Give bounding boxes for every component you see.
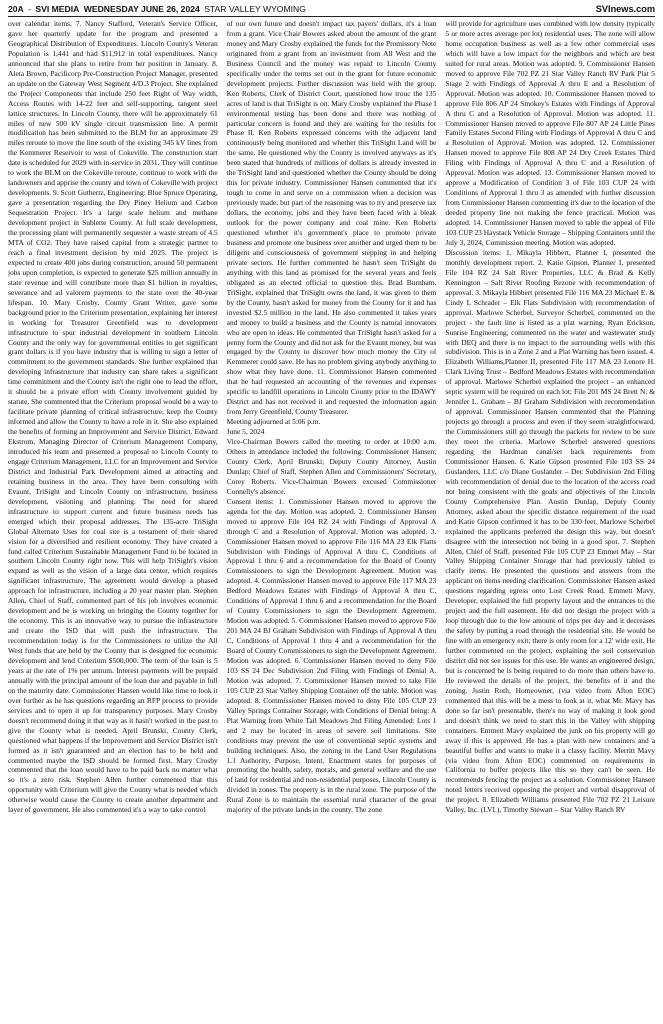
issue-date: WEDNESDAY JUNE 26, 2024 [83,4,200,14]
article-columns [8,19,655,1017]
publication-name: SVI MEDIA [35,4,80,14]
header-left [8,4,308,14]
paragraph: over calendar items. 7. Nancy Stafford, Veteran's Service Officer, gave her quarterly update for the program and presented a Geographical Distribution of Expenditures. Lincoln County's Veteran Population is 1,441 and had $11,912 in total expenditures. Nancy announced that she plans to retire from her position in January. 8. Aleta Brown, Pacificorp Pre-Construction Project Manager, presented an update on the Gateway West Segment 4/D.3 Project. She explained the Project Components that include 250 feet Right of Way width, Access Routes with 14-22 feet and self-supporting, tangent steel lattice structures. In Lincoln County, there will be approximately 61 miles of new 500 kV single circuit transmission line. A permit modification has been submitted to the BLM for an approximate 29 miles reroute to move the line south of the existing 345 kV lines from the Kemmerer Reservoir to west of Cokeville. The construction start date is scheduled for 2029 with in-service in 2031. They will continue to work the BLM on the Cokeville reroute, continue to work with the landowners and apprise the county and town of Cokeville with project developments. 9. Scott Guthertz, Engineering: Blue Spruce Operating, gave a presentation regarding the Dry Piney Helium and Carbon Sequestration Project. It's a large scale helium and methane development project in Sublette County. At full scale development, the processing plant will permanently sequester a waste stream of 4.5 MTA of CO2. They have raised capital from a strategic partner to reach a final investment decision by mid 2025. The project is expected to create 400 jobs during construction, around 50 permanent jobs upon completion, is expected to generate $25 million annually in state revenue and will contribute more than $1 billion in royalties, severance and ad valorem payments to the state over the 40-year lifespan. 10. Mary Crosby, County Grant Writer, gave some background prior to the Criterium presentation, explaining her interest in working for Treasurer Greenfield was to development infrastructure to spur industrial development in southern Lincoln County and the only way for governmental entities to get significant grant dollars is if you have industry that is willing to sign a letter of commitment to the government standards. She further explained that developing infrastructure that industry can share takes a significant time commitment and the County isn't the right one to lead the effort, it should be a private effort with County involvement guided by statute. She commented that the Criterium proposal would be a way to facilitate private planning of critical infrastructure, keep the County informed and allow the County to have a role in it. She also explained the benefits of forming an Improvement and Service District. Edward Ekstrom, Managing Director of Criterium Management Company, introduced his team and presented a proposal to Lincoln County to engage Criterium Management, LLC for an Improvement and Service District and Industrial Park Development aimed at attracting and retaining business in the area. They have been consulting with Evaunt, TriSight and Lincoln County on infrastructure, business development, visioning and planning. The need for shared infrastructure to support current and future business needs has emerged which their proposal addresses. The 135-acre TriSight Global Alternate Uses for coal site is a testament of their shared vision for a diversified and resilient economy. They have created a fund called Criterium Sustainable Management Fund to be located in southern Lincoln County right now. This will help TriSight's vision expand as well as the vision of a large data center, which requires significant infrastructure. The agreement would develop a phased approach for infrastructure, including a 20 year master plan. Stephen Allen, Chief of Staff, commented part of his job involves economic development and he is working on bringing the County together for the economy. This is an innovative way to pursue the infrastructure and create the ISD that will push the infrastructure. The recommendation today is for the Commissioners to utilize the All West funds that are held by the County that is designed for economic development and lend Criterium $500,000. The term of the loan is 5 years at the rate of 1% per annum. Interest payments will be prepaid annually with the principal amount of the loan due and payable in full on the maturity date. Commissioner Hansen would like time to look it over further as he has questions regarding an RFP process to provide services and to open it up for transparency purposes. Mary Crosby doesn't recommend doing it that way as it hasn't worked in the past to give the County what is needed. April Brunski, County Clerk, questioned what happens if the Improvement and Service District isn't formed as it isn't guaranteed and an election has to be held and commented maybe the ISD should be formed first. Mary Crosby commented that the loan would have to be paid back no matter what so it's a zero risk. Stephen Allen further commented that this opportunity with Criterium will give the County what is needed which otherwise would cause the County to create another department and layer of government. He also commented it's a way to take control [8,19,218,815]
paragraph: Consent items: 1. Commissioner Hansen moved to approve the agenda for the day. Motion was adopted. 2. Commissioner Hansen moved to approve File 104 RZ 24 with Findings of Approval A through C and a Resolution of Approval. Motion was adopted. 3. Commissioner Hansen moved to approve File 116 MA 23 Elk Flatts Subdivision with Findings of Approval A thru C, Conditions of Approval 1 thru 6 and a recommendation for the Board of County Commissioners to sign the Development Agreement. Motion was adopted. 4. Commissioner Hansen moved to approve File 117 MA 23 Bedford Meadows Estates with Findings of Approval A thru C, Conditions of Approval 1 thru 6 and a recommendation for the Board of County Commissioners to sign the Development Agreement. Motion was adopted. 5. Commissioner Hansen moved to approve File 201 MA 24 BJ Graham Subdivision with Findings of Approval A thru C, Conditions of Approval 1 thru 4 and a recommendation for the Board of County Commissioners to sign the Development Agreement. Motion was adopted. 6. Commissioner Hansen moved to deny File 103 SS 24 Dec Subdivision 2nd Filing with Findings of Denial A. Motion was adopted. 7. Commissioner Hansen moved to take File 105 CUP 23 Star Valley Shipping Container off the table. Motion was adopted. 8. Commissioner Hansen moved to deny File 105 CUP 23 Valley Springs Container Storage, with Conditions of Denial being: A Plat Warning from White Tail Meadows 2nd Filing Amended: Lots 1 and 2 may be located in areas of severe soil limitations. Site conditions may prevent the use of conventional septic systems and building techniques. Also, the zoning in the Land User Regulations 1.1 Authority, Purpose, Intent, Enactment states for purposes of promoting the health, safety, morals, and general welfare and the use of land for residential and non-residential purposes, Lincoln County is divided in zones. The property is in the rural zone. The purpose of the Rural Zone is to maintain the essential rural character of the great majority of the private lands in the county. The zone [226,496,437,815]
column-2 [227,19,437,1017]
column-3 [445,19,655,1017]
meeting-date: June 5, 2024 [226,427,265,437]
column-1 [8,19,218,1017]
paragraph: will provide for agriculture uses combined with low density (typically 5 or more acres average per lot) residential uses. The zone will allow home occupation business as well as a few other commercial uses which will have a low impact for the neighbors and which are best suited for rural areas. Motion was adopted. 9. Commissioner Hansen moved to approve File 702 PZ 21 Star Valley Ranch RV Park Plat 5 Stage 2 with Findings of Approval A thru E and a Resolution of Approval. Motion was adopted. 10. Commissioner Hansen moved to approve File 806 AP 24 Smokey's Estates with Findings of Approval A thru C and a Resolution of Approval. Motion was adopted. 11. Commissioner Hansen moved to approve File 807 AP 24 Little Pines Family Estates Second Filing with Findings of Approval A thru C and a Resolution of Approval. Motion was adopted. 12. Commissioner Hansen moved to approve File 808 AP 24 Dry Creek Estates Third Filing with Findings of Approval A thru C and a Resolution of Approval. Motion was adopted. 13. Commissioner Hansen moved to approve a Modification of Condition 3 of File 103 CUP 24 with Conditions of Approval 1 thru 3 as amended with further discussion from Commissioner Hansen commenting it's due to the location of the deeded property line not making the fence practical. Motion was adopted. 14. Commissioner Hansen moved to table the appeal of File 103 CUP 23 Haystack Vehicle Storage – Shipping Containers until the July 3, 2024, Commission meeting. Motion was adopted. [445,19,656,247]
paragraph: Vice-Chairman Bowers called the meeting to order at 10:00 a.m. Others in attendance included the following: Commissioner Hansen; County Clerk, April Brunski; Deputy County Attorney, Austin Dunlap; Chief of Staff, Stephen Allen and Commissioners' Secretary, Corey Roberts. Vice-Chairman Bowers excused Commissioner Connelly's absence. [226,437,437,496]
adjourned-line: Meeting adjourned at 5:06 p.m. [226,417,321,427]
paper-location: STAR VALLEY WYOMING [204,4,306,14]
site-name: SVInews.com [595,4,655,14]
page-label: 20A [8,4,24,14]
paragraph: Discussion items: 1. Mikayla Hibbert, Planner I, presented the monthly development report. 2. Katie Gipson, Planner I, presented File 104 RZ 24 Salt River Properties, LLC & Brad & Kelly Kennington – Salt River Roofing Rezone with recommendation of approval. 3. Mikayla Hibbert presented File 116 MA 23 Michael E. & Cindy L Schrader – Elk Flats Subdivision with recommendation of approval. Marlowe Scherbel, Surveyor Scherbel, commented on the project - the fault line is listed as a plat warning. Ryan Erickson, Sunrise Engineering, commented on the water and wastewater study with DEQ and there is no impact to the surrounding wells with this subdivision. This is in a Zone 2 and a Plat Warning has been issued. 4. Elizabeth Williams,Planner II, presented File 117 MA 23 Lenore H. Clark Living Trust – Bedford Meadows Estates with recommendation of approval. Marlowe Scherbel explained the project - an enhanced septic system will be required on each lot; File 201 MS 24 Brett N. & Jennifer L. Graham – BJ Graham Subdivision with recommendation of approval. Commissioner Hansen commented that the Planning projects go through a process and even if they seem straightforward, the Commissioners still go through the packets for review to be sure they meet the criteria. Marlowe Scherbel answered questions regarding the Hardman canal/set back requirements from Commissioner Hansen. 6. Katie Gipson presented File 103 SS 24 Guslanders, LLC c/o Diane Guslander – Dec Subdivision 2nd Filing with recommendation of denial due to the location of the access road not being consistent with the goals and objectives of the Lincoln County Comprehensive Plan. Austin Dunlap, Deputy County Attorney, asked about the specific distance requirement of the road and Katie Gipson confirmed it has to be 330 feet. Marlowe Scherbel explained the applicants preferred the design this way, but doesn't disagree with the intersection not being in a good spot. 7. Stephen Allen, Chief of Staff, presented File 105 CUP 23 Emmet May – Star Valley Shipping Container Storage that had previously tabled to clarify items. He presented the questions and answers from the applicant on items needing clarification. Commissioner Hansen asked questions regarding egress onto Lost Creek Road. Emmett Mavy, Developer, explained the full property layout and the entrances to the project and the full easement. He did not design the project with a loop through due to the low amount of trips per day and it decreases the safety by putting a road through the residential site. He would be fine with an emergency exit; there is only room for a 12' wide exit. He further commented on the project, explaining the soil conservation district did not see issues for this use. He wants an engineered design, but is concerned he is being required to do more than others have to. He reviewed the details of the project, the benefits of it and the zoning. Justin Roth, Homeowner, (via video from Afton EOC) commented that this will be a mess to look at it, what Mr. Mavy has done so far isn't presentable, there's no way of making it look good and doesn't think we need to start this in the Valley with shipping containers. Emmett Mavy explained the junk on his property will go away if this is approved. He has a plan with new containers and a beautiful buffer and wants to make it a classy facility. Merritt Mavy (via video from Afton EOC) commented on requirements in California to buffer projects like this so they can't be seen. He recommends fencing the project as a solution. Commissioner Hansen noted letters received opposing the project and verbal disapproval of the project. 8. Elizabeth Williams presented File 702 PZ 21 Leisure Valley, Inc. (LVI.), Timothy Stewart – Star Valley Ranch RV [445,247,656,815]
paragraph: of our own future and doesn't impact tax payers' dollars, it's a loan from a grant. Vice Chair Bowers asked about the amount of the grant money and Mary Crosby explained the funds for the Promissory Note originated from a grant from an investment from All West and the Business Council and the money was repaid to Lincoln County specifically under the terms set out in the grant for future economic development projects. Further discussion was held with the group. Ken Roberts, Clerk of District Court, questioned how trouc the 135 acres of land is that TriSight is on. Mary Crosby explained the Phase I environmental testing has been done and there was nothing of particular concern is found and they are waiting for the results for Phase II. Ken Roberts expressed concerns with the adjacent land continuously being monitored and whether this TriSight Land will be the same. He questioned why the County is involved anyways as it's been stated that hundreds of millions of dollars is already invested in the TriSight land and questioned whether the County should be doing this for private industry. Commissioner Hansen commented that it's tough to come in and serve on a commission when a decision was previously made, but part of the reasoning was to try and preserve tax dollars, the economy, jobs and they have been faced with a bleak outlook for the power company and coal mine. Ken Roberts questioned whether it's government's place to promote private business and promote one business over another and urged them to be diligent and consciousness of government stepping in and helping private sectors. He further commented he hasn't seen TriSight do anything with this land as promised for the several years and feels obligated as an elected official to question this. Brad Burnham, TriSight, explained that TriSight owns the land, it was given to them by the County, hasn't asked for money from the County for it and has invested $2.5 million in the land. He also commented it takes years and money to build a business and the County is natural innovators who are open to ideas. He commented that TriSight hasn't asked for a penny form the County and did not ask for the Evaunt money, but was engaged by the County to discover how much money the City of Kemmerer could save. He has no problem giving anybody anything to show what they have done. 11. Commissioner Hansen commented that he had requested an accounting of the revenues and expenses specific to landfill operations in Lincoln County prior to the IDAWY District and has not received it and requested the information again from Jerry Greenfield, County Treasurer. [226,19,437,417]
page-header [8,2,655,17]
header-separator: - [25,4,34,14]
